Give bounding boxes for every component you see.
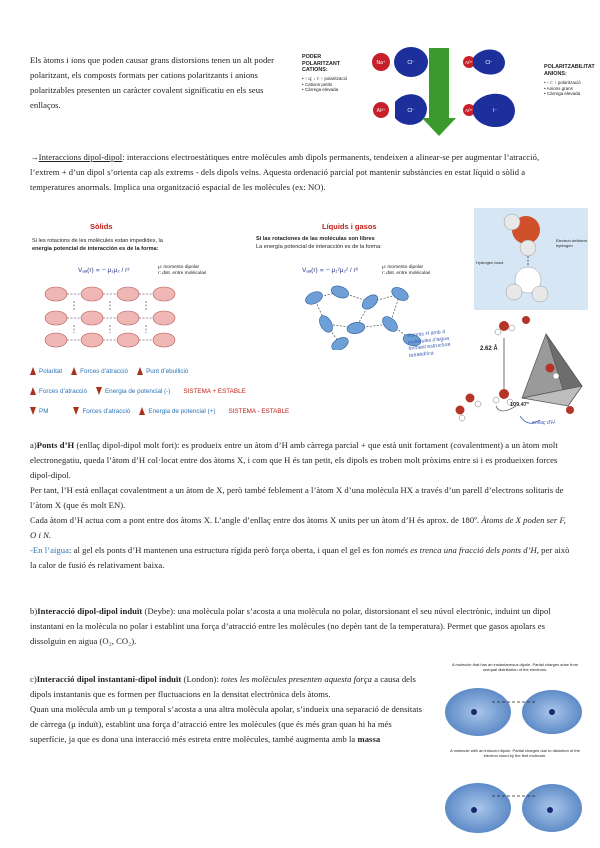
arrow-up-icon xyxy=(30,367,36,375)
handwritten-label: enllaç d’H xyxy=(532,420,555,426)
ponts-p2: Per tant, l’H està enllaçat covalentment a un àtom de X, però també feblement a l’àtom X d’una molècula HX a través d’un parell d’electrons solitaris de l’àtom X (que és molt EN). xyxy=(30,485,564,510)
ion-label: Cl⁻ xyxy=(407,60,415,66)
ponts-p3: Cada àtom d’H actua com a pont entre dos àtoms X. L’angle d’enllaç entre dos àtoms X units per un àtom d’H és aprox. de 180º. Àtoms de X poden ser F, O i N. xyxy=(30,515,566,540)
ion-label: I⁻ xyxy=(492,108,498,114)
arrow-up-icon xyxy=(30,387,36,395)
solids-formula: Vₐₐ(r) ∝ − μ₁μ₂ / r³ xyxy=(78,267,130,274)
london-caption-2: A molecule with an induced dipole. Partial charges due to distortion of the electron cloud by the first molecule. xyxy=(450,748,580,758)
handwritten-note: 4 ponts H amb 4 molècules d’aigua formant estructura tetraèdrica xyxy=(406,329,451,359)
dipol-title: Interaccions dipol-dipol xyxy=(38,152,123,162)
arrow-up-icon xyxy=(137,367,143,375)
legend-row: Polaritat Forces d’atracció Punt d’ebullició xyxy=(30,364,450,378)
dipol-paragraph: →Interaccions dipol-dipol: interaccions electroestàtiques entre molècules amb dipols permanents, tendeixen a alinear-se per augmentar l’atracció, l’extrem + d’un dipol s’orienta cap als extrems - dels dipols veïns. Aquesta ordenació parcial pot mantenir substàncies en estat líquid o sòlid a temperatures anormals. Implica una organització espacial de les molècules (ex: NO). xyxy=(30,152,540,192)
ponts-p1: a)Ponts d’H (enllaç dipol-dipol molt fort): es produeix entre un àtom d’H amb càrrega parcial + que està unit fortament (covalentment) a un àtom molt electronegatiu, queda l’àtom d’H col·locat entre dos àtoms X, i com que H és tan petit, els dipols es troben molt pròxims entre si i es produeixen forces dipol-dipol. xyxy=(30,440,558,480)
hydrogen-2 xyxy=(520,240,536,256)
solids-title: Sòlids xyxy=(90,222,113,231)
tetrahedron-diagram xyxy=(400,310,600,434)
ion-label: Na⁺ xyxy=(376,60,386,66)
hbond-label: Hydrogen bond xyxy=(476,260,504,265)
anion-notes: • ↑ r: ↑ polarització • Anions grans • Càrrega elevada xyxy=(544,80,581,96)
solids-legend: μ: momento dipolar r: dist. entre moléculas xyxy=(158,265,207,276)
ion-label: Al³⁺ xyxy=(376,108,386,114)
london-diagram-1 xyxy=(440,684,590,740)
cation-title: PODER POLARITZANT CATIONS: xyxy=(302,54,341,73)
hydrogen-3 xyxy=(506,284,522,300)
distance-label: 2.62 Å xyxy=(480,346,498,352)
ion-label: Cl⁻ xyxy=(407,108,415,114)
ponts-p4: -En l’aigua: al gel els ponts d’H mantenen una estructura rígida però força oberta, i quan el gel es fon només es trenca una fracció dels ponts d’H, per això la calor de fusió és relativament baixa. xyxy=(30,545,570,570)
hbond-figure xyxy=(474,208,588,310)
liquids-legend: μ: momento dipolar r: dist. entre moléculas xyxy=(382,265,431,276)
solids-desc-2: energia potencial de interacción es de la forma: xyxy=(32,246,159,252)
hydrogen-4 xyxy=(532,286,548,302)
london-diagram-2 xyxy=(440,776,590,842)
effects-legend xyxy=(30,364,450,418)
liquids-desc-1: Si las rotaciones de las moléculas son libres xyxy=(256,236,375,242)
london-p2: Quan una molècula amb un μ temporal s’acosta a una altra molècula apolar, s’indueix una separació de densitats de càrrega (μ induït), establint una força d’atracció entre les molècules (que és més gran quan hi ha més superfície, ja que es dona una interacció més estreta entre molècules, també augmenta amb la massa xyxy=(30,704,423,744)
polarization-figure xyxy=(300,42,600,138)
london-figure xyxy=(440,662,590,848)
induit-title: Interacció dipol-dipol induït xyxy=(37,606,143,616)
ponts-section xyxy=(30,438,570,573)
arrow-up-icon xyxy=(139,407,145,415)
arrow-down-icon xyxy=(30,407,36,415)
liquids-title: Líquids i gasos xyxy=(322,222,377,231)
london-section xyxy=(30,672,430,747)
london-caption-1: A molecule that has an instantaneous dipole. Partial charges arise from unequal distribution of the electrons. xyxy=(451,662,579,672)
arrow-down-icon xyxy=(96,387,102,395)
hydrogen-1 xyxy=(504,214,520,230)
water-molecules xyxy=(474,208,588,310)
ion-label: Cl⁻ xyxy=(485,60,493,66)
angle-label: 109.47° xyxy=(510,402,530,408)
arrow-up-icon xyxy=(71,367,77,375)
cation-notes: • ↑ q; ↓ r: ↑ polarització • Cations petits • Càrrega elevada xyxy=(302,76,348,92)
solids-desc-1: Si les rotacions de les molècules estan impedides, la xyxy=(32,238,163,244)
solids-diagram xyxy=(40,284,190,350)
liquids-formula: Vₐₐ(r) ∝ − μ₁²μ₂² / r⁶ xyxy=(302,267,359,274)
london-p1: c)Interacció dipol instantani-dipol induït (London): totes les molècules presenten aquesta força a causa dels dipols instantanis que es formen per fluctuacions en la densitat electrònica dels àtoms. xyxy=(30,674,416,699)
hbond-label: Electron-deficient hydrogen xyxy=(556,238,587,248)
liquids-desc-2: La energía potencial de interacción es de la forma: xyxy=(256,244,382,250)
ion-label: Al³⁺ xyxy=(465,108,473,113)
anion-title: POLARITZABILITAT ANIONS: xyxy=(544,64,595,77)
london-title: Interacció dipol instantani-dipol induït xyxy=(36,674,182,684)
induit-paragraph: b)Interacció dipol-dipol induït (Deybe): una molècula polar s’acosta a una molècula no polar, distorsionant el seu núvol electrònic, induint un dipol instantani en la molècula no polar i establint una força d’atracció entre les molècules (no depèn tant de la temperatura). Permet que gasos apolars es dissolguin en aigua (O₂, CO₂). xyxy=(30,606,551,646)
arrow-down-icon xyxy=(73,407,79,415)
ponts-title: Ponts d’H xyxy=(36,440,75,450)
ion-label: Al³⁺ xyxy=(465,60,473,65)
intro-paragraph: Els àtoms i ions que poden causar grans distorsions tenen un alt poder polaritzant, els composts formats per cations polaritzants i anions polaritzables presenten un caràcter covalent significatiu en els seus enllaços. xyxy=(30,55,275,110)
tetra-figure xyxy=(400,310,600,434)
legend-row: PM Forces d’atracció Energia de potencial (+) SISTEMA - ESTABLE xyxy=(30,404,450,418)
ion-diagram xyxy=(365,44,545,138)
legend-row: Forces d’atracció Energia de potencial (-) SISTEMA + ESTABLE xyxy=(30,384,450,398)
